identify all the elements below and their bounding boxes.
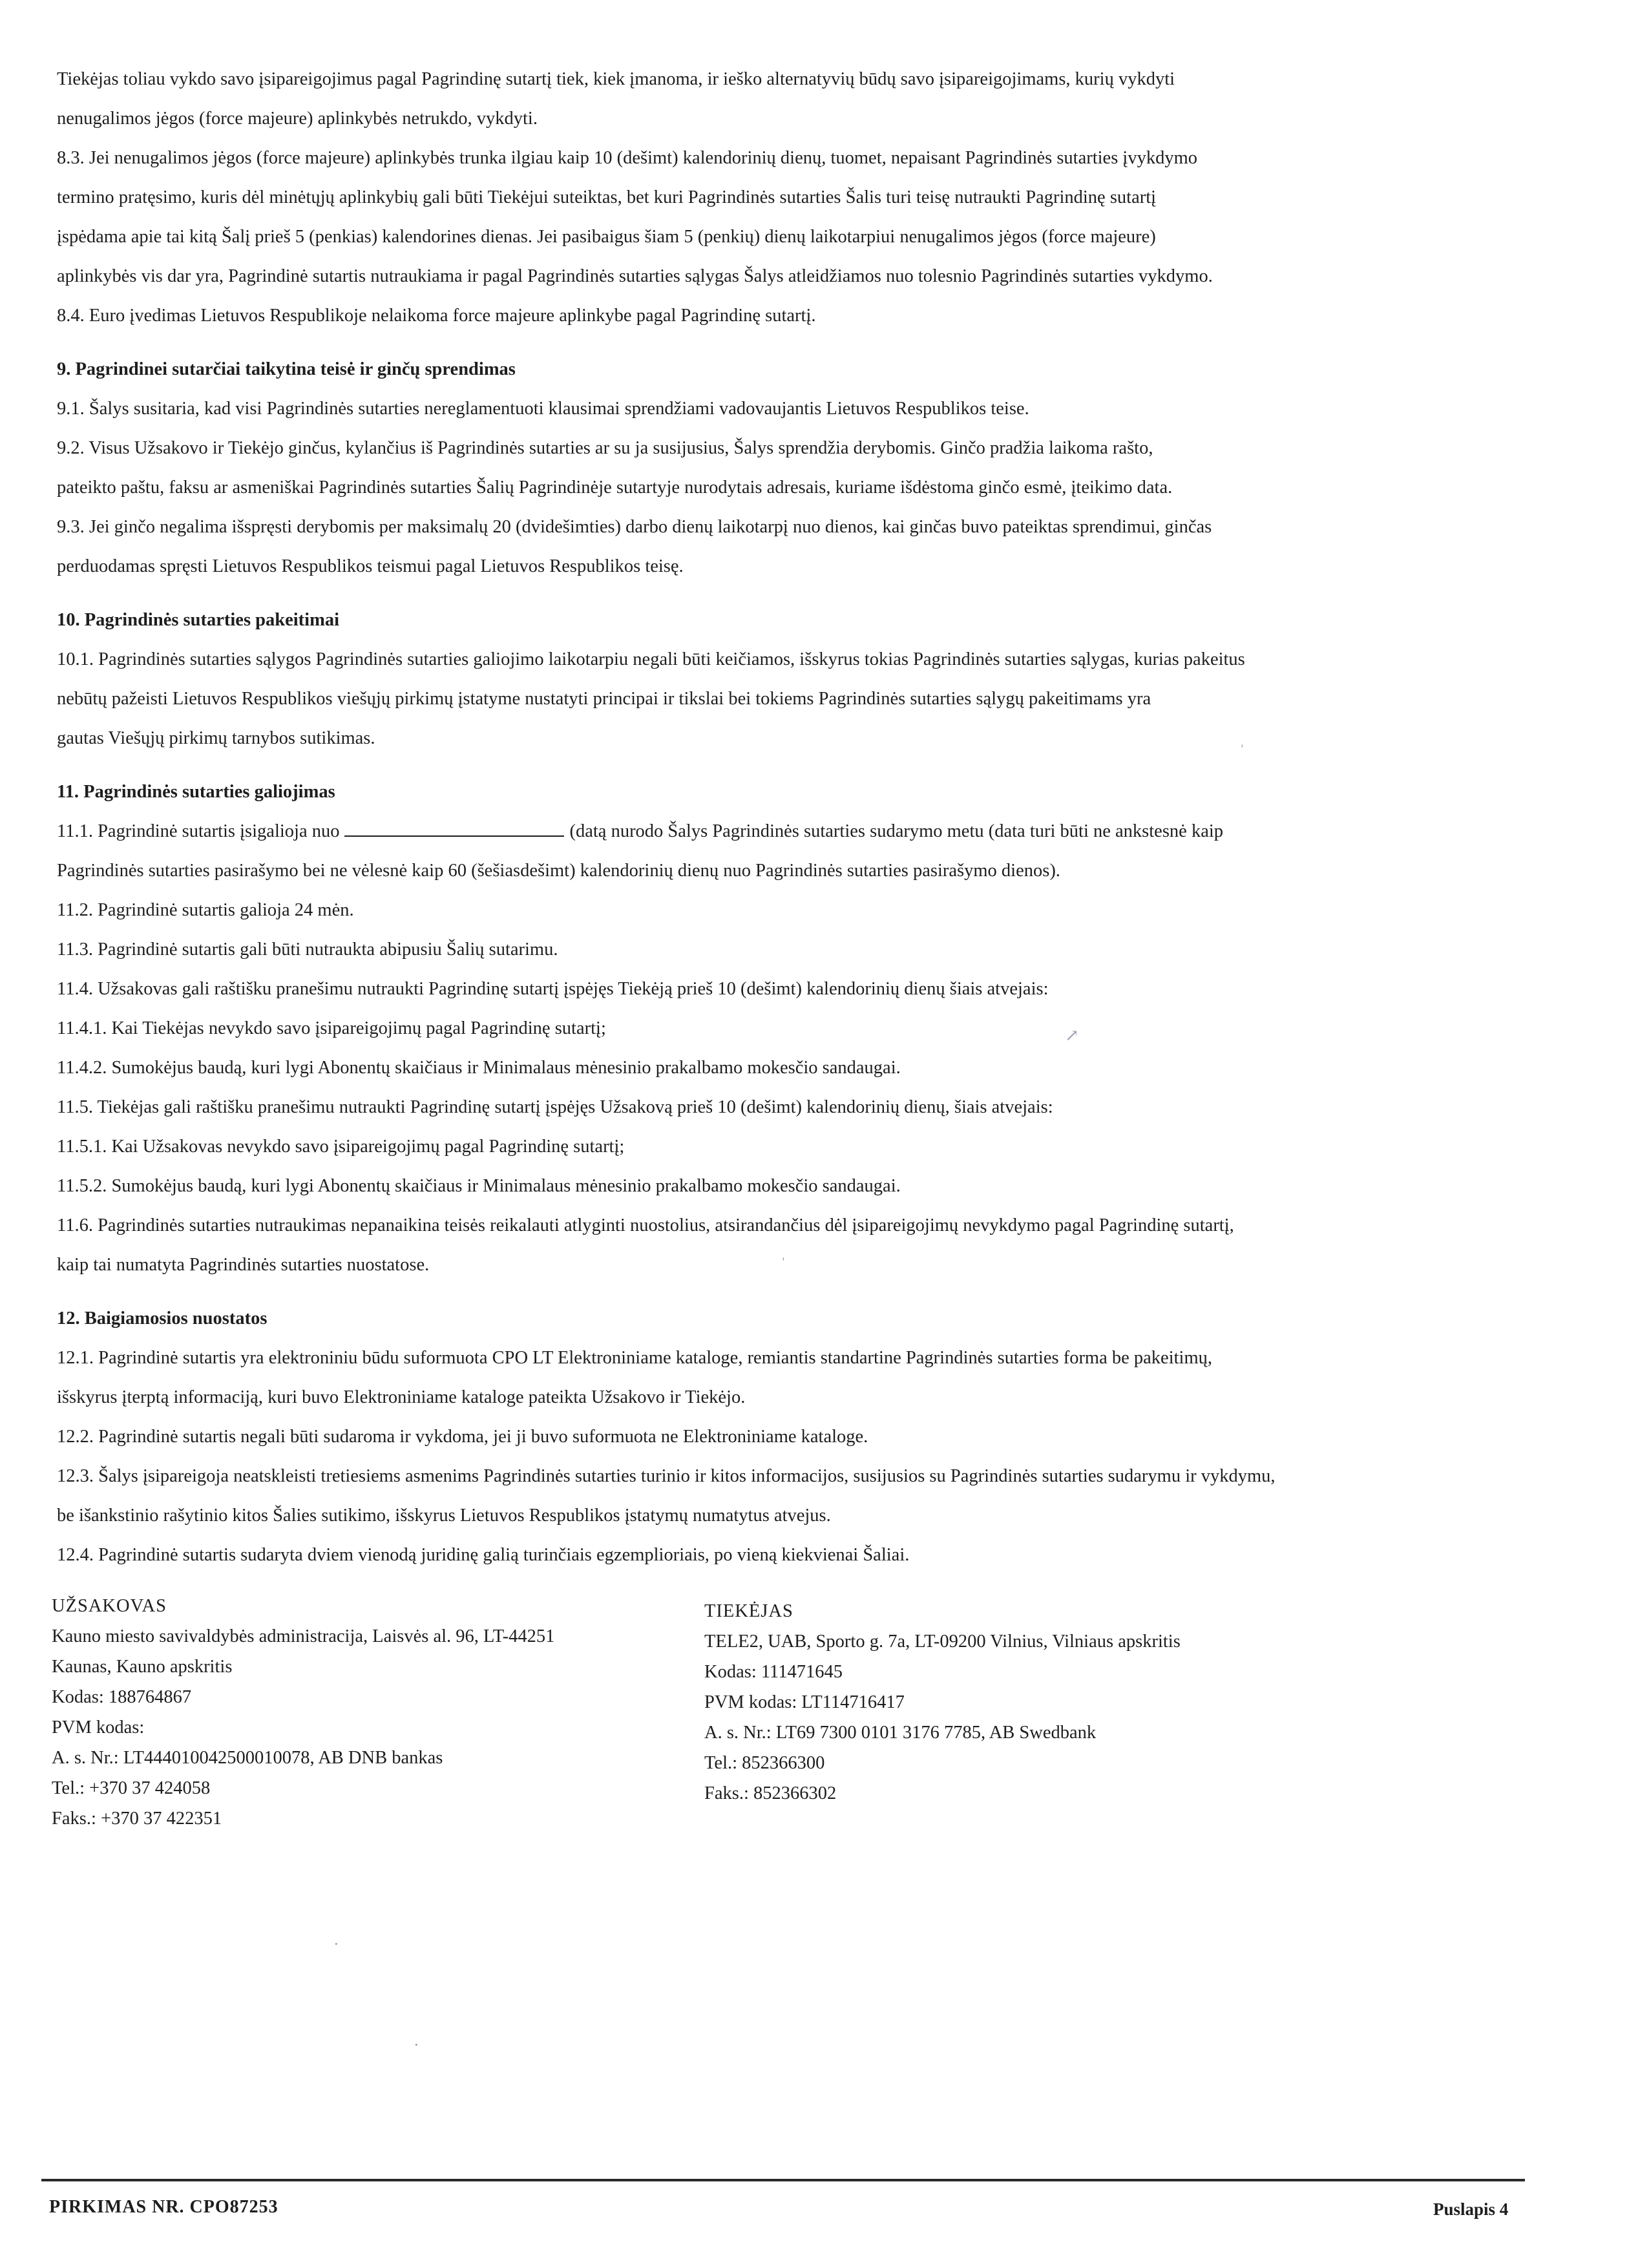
clause-11-1-rest: (datą nurodo Šalys Pagrindinės sutarties sudarymo metu (data turi būti ne ankstesnė kaip xyxy=(569,821,1224,841)
section-9 xyxy=(57,350,1504,586)
text-line: kaip tai numatyta Pagrindinės sutarties nuostatose. xyxy=(57,1255,430,1275)
buyer-line: Kauno miesto savivaldybės administracija, Laisvės al. 96, LT-44251 xyxy=(52,1626,555,1646)
text-line: 9.3. Jei ginčo negalima išspręsti derybomis per maksimalų 20 (dvidešimties) darbo dienų laikotarpį nuo dienos, kai ginčas buvo pateiktas sprendimui, ginčas xyxy=(57,517,1212,537)
text-line: 11.4. Užsakovas gali raštišku pranešimu nutraukti Pagrindinę sutartį įspėjęs Tiekėją prieš 10 (dešimt) kalendorinių dienų šiais atvejais: xyxy=(57,979,1049,999)
section-heading: 9. Pagrindinei sutarčiai taikytina teisė ir ginčų sprendimas xyxy=(57,359,516,379)
purchase-number: PIRKIMAS NR. CPO87253 xyxy=(49,2197,278,2217)
text-line: 9.2. Visus Užsakovo ir Tiekėjo ginčus, kylančius iš Pagrindinės sutarties ar su ja susijusius, Šalys sprendžia derybomis. Ginčo pradžia laikoma rašto, xyxy=(57,438,1153,458)
section-heading: 10. Pagrindinės sutarties pakeitimai xyxy=(57,610,340,630)
text-line: Tiekėjas toliau vykdo savo įsipareigojimus pagal Pagrindinę sutartį tiek, kiek įmanoma, ir ieško alternatyvių būdų savo įsipareigojimams, kurių vykdyti xyxy=(57,69,1175,89)
contract-body xyxy=(57,59,1504,1575)
buyer-title: UŽSAKOVAS xyxy=(52,1596,167,1616)
supplier-line: PVM kodas: LT114716417 xyxy=(704,1692,905,1712)
text-line: 11.5. Tiekėjas gali raštišku pranešimu nutraukti Pagrindinę sutartį įspėjęs Užsakovą prieš 10 (dešimt) kalendorinių dienų, šiais atvejais: xyxy=(57,1097,1053,1117)
section-10 xyxy=(57,600,1504,758)
text-line: išskyrus įterptą informaciją, kuri buvo Elektroniniame kataloge pateikta Užsakovo ir Tiekėjo. xyxy=(57,1387,746,1407)
text-line: 11.3. Pagrindinė sutartis gali būti nutraukta abipusiu Šalių sutarimu. xyxy=(57,940,558,960)
date-blank-field xyxy=(344,821,564,837)
text-line: 11.2. Pagrindinė sutartis galioja 24 mėn. xyxy=(57,900,354,920)
section-heading: 12. Baigiamosios nuostatos xyxy=(57,1308,268,1328)
text-line: 12.3. Šalys įsipareigoja neatskleisti tretiesiems asmenims Pagrindinės sutarties turinio ir kitos informacijos, susijusios su Pagrindinės sutarties sudarymu ir vykdymu, xyxy=(57,1466,1276,1486)
text-line: nenugalimos jėgos (force majeure) aplinkybės netrukdo, vykdyti. xyxy=(57,109,538,129)
footer-divider xyxy=(41,2179,1525,2181)
buyer-line: Kaunas, Kauno apskritis xyxy=(52,1657,233,1677)
buyer-line: Tel.: +370 37 424058 xyxy=(52,1778,211,1798)
text-line: 12.1. Pagrindinė sutartis yra elektroniniu būdu suformuota CPO LT Elektroniniame kataloge, remiantis standartine Pagrindinės sutarties forma be pakeitimų, xyxy=(57,1348,1212,1368)
text-line: 12.4. Pagrindinė sutartis sudaryta dviem vienodą juridinę galią turinčiais egzemplioriais, po vieną kiekvienai Šaliai. xyxy=(57,1545,910,1565)
supplier-line: Faks.: 852366302 xyxy=(704,1783,837,1803)
text-line: 11.5.2. Sumokėjus baudą, kuri lygi Abonentų skaičiaus ir Minimalaus mėnesinio prakalbamo mokesčio sandaugai. xyxy=(57,1176,901,1196)
clause-11-1-start: 11.1. Pagrindinė sutartis įsigalioja nuo xyxy=(57,821,340,841)
buyer-line: Kodas: 188764867 xyxy=(52,1687,192,1707)
text-line: 12.2. Pagrindinė sutartis negali būti sudaroma ir vykdoma, jei ji buvo suformuota ne Elektroniniame kataloge. xyxy=(57,1427,868,1447)
text-line: termino pratęsimo, kuris dėl minėtųjų aplinkybių gali būti Tiekėjui suteiktas, bet kuri Pagrindinės sutarties Šalis turi teisę nutraukti Pagrindinę sutartį xyxy=(57,187,1157,207)
text-line: 11.6. Pagrindinės sutarties nutraukimas nepanaikina teisės reikalauti atlyginti nuostolius, atsirandančius dėl įsipareigojimų nevykdymo pagal Pagrindinę sutartį, xyxy=(57,1215,1234,1235)
supplier-line: A. s. Nr.: LT69 7300 0101 3176 7785, AB Swedbank xyxy=(704,1723,1097,1743)
scan-speck: · xyxy=(414,2035,419,2054)
text-line: 8.4. Euro įvedimas Lietuvos Respublikoje nelaikoma force majeure aplinkybe pagal Pagrindinę sutartį. xyxy=(57,306,816,326)
text-line: gautas Viešųjų pirkimų tarnybos sutikimas. xyxy=(57,728,375,748)
supplier-details xyxy=(704,1596,1415,1809)
text-line: be išankstinio rašytinio kitos Šalies sutikimo, išskyrus Lietuvos Respublikos įstatymų numatytus atvejus. xyxy=(57,1506,831,1526)
section-12 xyxy=(57,1299,1504,1575)
continuation-paragraph xyxy=(57,59,1504,138)
clause-11-1-line xyxy=(57,812,1504,851)
text-line: 8.3. Jei nenugalimos jėgos (force majeure) aplinkybės trunka ilgiau kaip 10 (dešimt) kalendorinių dienų, tuomet, nepaisant Pagrindinės sutarties įvykdymo xyxy=(57,148,1198,168)
text-line: aplinkybės vis dar yra, Pagrindinė sutartis nutraukiama ir pagal Pagrindinės sutarties sąlygas Šalys atleidžiamos nuo tolesnio Pagrindinės sutarties vykdymo. xyxy=(57,266,1213,286)
buyer-line: Faks.: +370 37 422351 xyxy=(52,1809,222,1829)
text-line: įspėdama apie tai kitą Šalį prieš 5 (penkias) kalendorines dienas. Jei pasibaigus šiam 5 (penkių) dienų laikotarpiui nenugalimos jėgos (force majeure) xyxy=(57,227,1156,247)
text-line: pateikto paštu, faksu ar asmeniškai Pagrindinės sutarties Šalių Pagrindinėje sutartyje nurodytais adresais, kuriame išdėstoma ginčo esmė, įteikimo data. xyxy=(57,478,1173,498)
supplier-line: Kodas: 111471645 xyxy=(704,1662,843,1682)
section-heading: 11. Pagrindinės sutarties galiojimas xyxy=(57,782,335,802)
supplier-line: Tel.: 852366300 xyxy=(704,1753,825,1773)
buyer-details xyxy=(52,1591,698,1834)
buyer-line: A. s. Nr.: LT444010042500010078, AB DNB bankas xyxy=(52,1748,443,1768)
scan-speck: ˈ xyxy=(1239,742,1245,761)
supplier-line: TELE2, UAB, Sporto g. 7a, LT-09200 Vilnius, Vilniaus apskritis xyxy=(704,1632,1181,1652)
scan-speck: ↗ xyxy=(1065,1026,1079,1045)
text-line: perduodamas spręsti Lietuvos Respublikos teismui pagal Lietuvos Respublikos teisę. xyxy=(57,556,684,576)
page-number: Puslapis 4 xyxy=(1433,2200,1509,2219)
text-line: Pagrindinės sutarties pasirašymo bei ne vėlesnė kaip 60 (šešiasdešimt) kalendorinių dienų nuo Pagrindinės sutarties pasirašymo dienos). xyxy=(57,861,1060,881)
text-line: nebūtų pažeisti Lietuvos Respublikos viešųjų pirkimų įstatyme nustatyti principai ir tikslai bei tokiems Pagrindinės sutarties sąlygų pakeitimams yra xyxy=(57,689,1151,709)
buyer-line: PVM kodas: xyxy=(52,1717,145,1738)
section-11 xyxy=(57,772,1504,1285)
clause-8-4 xyxy=(57,296,1504,335)
clause-8-3 xyxy=(57,138,1504,296)
text-line: 11.5.1. Kai Užsakovas nevykdo savo įsipareigojimų pagal Pagrindinę sutartį; xyxy=(57,1137,625,1157)
scan-speck: ˈ xyxy=(781,1255,786,1274)
text-line: 10.1. Pagrindinės sutarties sąlygos Pagrindinės sutarties galiojimo laikotarpiu negali būti keičiamos, išskyrus tokias Pagrindinės sutarties sąlygas, kurias pakeitus xyxy=(57,649,1245,669)
supplier-title: TIEKĖJAS xyxy=(704,1601,793,1621)
text-line: 11.4.1. Kai Tiekėjas nevykdo savo įsipareigojimų pagal Pagrindinę sutartį; xyxy=(57,1018,606,1038)
text-line: 11.4.2. Sumokėjus baudą, kuri lygi Abonentų skaičiaus ir Minimalaus mėnesinio prakalbamo mokesčio sandaugai. xyxy=(57,1058,901,1078)
scan-speck: · xyxy=(333,1935,339,1953)
text-line: 9.1. Šalys susitaria, kad visi Pagrindinės sutarties nereglamentuoti klausimai sprendžiami vadovaujantis Lietuvos Respublikos teise. xyxy=(57,399,1029,419)
